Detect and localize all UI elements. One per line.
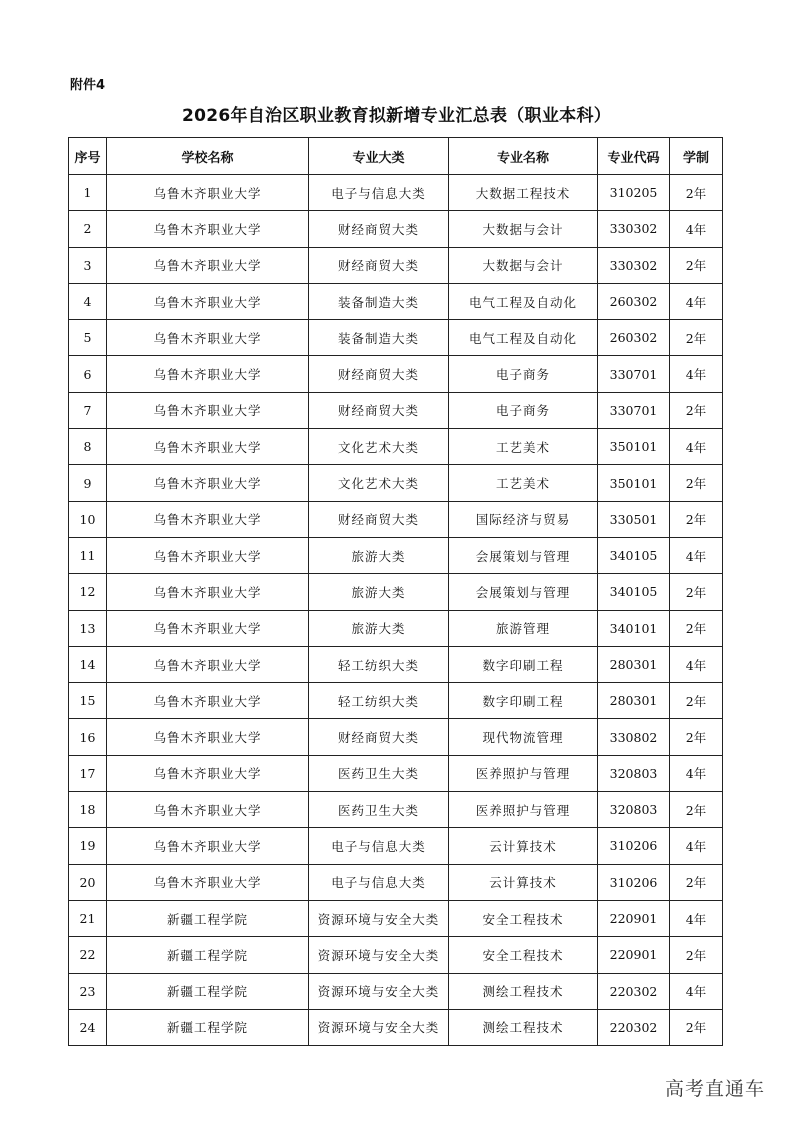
table-row	[69, 283, 723, 319]
cell-index: 8	[69, 429, 107, 465]
header-major-category: 专业大类	[309, 138, 449, 175]
cell-major-name: 测绘工程技术	[449, 973, 598, 1009]
cell-major-name: 现代物流管理	[449, 719, 598, 755]
cell-major-category: 财经商贸大类	[309, 719, 449, 755]
cell-major-code: 350101	[598, 429, 670, 465]
cell-index: 7	[69, 392, 107, 428]
cell-major-category: 资源环境与安全大类	[309, 973, 449, 1009]
cell-major-category: 财经商贸大类	[309, 501, 449, 537]
table-body	[69, 175, 723, 1046]
table-row	[69, 646, 723, 682]
cell-duration: 4年	[670, 283, 723, 319]
table-row	[69, 792, 723, 828]
cell-major-category: 旅游大类	[309, 610, 449, 646]
cell-school-name: 乌鲁木齐职业大学	[107, 247, 309, 283]
table-row	[69, 501, 723, 537]
cell-duration: 2年	[670, 937, 723, 973]
cell-major-code: 330302	[598, 211, 670, 247]
table-row	[69, 247, 723, 283]
table-row	[69, 683, 723, 719]
cell-duration: 2年	[670, 610, 723, 646]
cell-major-code: 220901	[598, 900, 670, 936]
document-title: 2026年自治区职业教育拟新增专业汇总表（职业本科）	[181, 106, 612, 126]
cell-major-code: 310206	[598, 828, 670, 864]
cell-index: 14	[69, 646, 107, 682]
cell-major-code: 350101	[598, 465, 670, 501]
table-row	[69, 864, 723, 900]
cell-major-code: 330302	[598, 247, 670, 283]
cell-major-name: 电子商务	[449, 356, 598, 392]
table-row	[69, 574, 723, 610]
table-row	[69, 537, 723, 573]
cell-school-name: 乌鲁木齐职业大学	[107, 610, 309, 646]
cell-duration: 2年	[670, 792, 723, 828]
cell-school-name: 乌鲁木齐职业大学	[107, 175, 309, 211]
cell-index: 23	[69, 973, 107, 1009]
cell-major-category: 旅游大类	[309, 537, 449, 573]
cell-school-name: 乌鲁木齐职业大学	[107, 683, 309, 719]
cell-school-name: 乌鲁木齐职业大学	[107, 465, 309, 501]
cell-major-code: 220302	[598, 1009, 670, 1045]
cell-major-category: 轻工纺织大类	[309, 646, 449, 682]
cell-index: 4	[69, 283, 107, 319]
header-duration: 学制	[670, 138, 723, 175]
cell-duration: 4年	[670, 211, 723, 247]
cell-major-code: 330501	[598, 501, 670, 537]
cell-duration: 4年	[670, 429, 723, 465]
cell-major-code: 340105	[598, 537, 670, 573]
table-row	[69, 211, 723, 247]
cell-major-name: 安全工程技术	[449, 900, 598, 936]
cell-index: 21	[69, 900, 107, 936]
cell-major-category: 资源环境与安全大类	[309, 1009, 449, 1045]
table-row	[69, 610, 723, 646]
cell-duration: 2年	[670, 392, 723, 428]
cell-major-name: 大数据与会计	[449, 211, 598, 247]
cell-major-code: 260302	[598, 283, 670, 319]
cell-major-name: 国际经济与贸易	[449, 501, 598, 537]
cell-major-category: 电子与信息大类	[309, 864, 449, 900]
cell-major-name: 电气工程及自动化	[449, 320, 598, 356]
cell-index: 18	[69, 792, 107, 828]
table-row	[69, 973, 723, 1009]
table-row	[69, 356, 723, 392]
cell-major-category: 电子与信息大类	[309, 828, 449, 864]
cell-major-name: 会展策划与管理	[449, 574, 598, 610]
cell-index: 20	[69, 864, 107, 900]
cell-index: 17	[69, 755, 107, 791]
cell-major-code: 220901	[598, 937, 670, 973]
table-row	[69, 719, 723, 755]
cell-duration: 2年	[670, 501, 723, 537]
cell-duration: 2年	[670, 247, 723, 283]
cell-major-name: 会展策划与管理	[449, 537, 598, 573]
cell-major-code: 260302	[598, 320, 670, 356]
cell-index: 5	[69, 320, 107, 356]
cell-school-name: 乌鲁木齐职业大学	[107, 574, 309, 610]
cell-major-name: 安全工程技术	[449, 937, 598, 973]
header-index: 序号	[69, 138, 107, 175]
cell-major-name: 测绘工程技术	[449, 1009, 598, 1045]
cell-school-name: 乌鲁木齐职业大学	[107, 646, 309, 682]
cell-major-category: 文化艺术大类	[309, 429, 449, 465]
cell-duration: 4年	[670, 537, 723, 573]
table-row	[69, 429, 723, 465]
cell-duration: 4年	[670, 356, 723, 392]
table-row	[69, 937, 723, 973]
cell-school-name: 乌鲁木齐职业大学	[107, 755, 309, 791]
cell-index: 3	[69, 247, 107, 283]
cell-major-code: 340101	[598, 610, 670, 646]
cell-major-code: 320803	[598, 792, 670, 828]
cell-duration: 2年	[670, 864, 723, 900]
cell-school-name: 乌鲁木齐职业大学	[107, 283, 309, 319]
watermark-text: 高考直通车	[664, 1078, 765, 1100]
cell-school-name: 新疆工程学院	[107, 973, 309, 1009]
cell-school-name: 乌鲁木齐职业大学	[107, 828, 309, 864]
table-row	[69, 828, 723, 864]
cell-major-category: 医药卫生大类	[309, 792, 449, 828]
table-row	[69, 755, 723, 791]
cell-major-name: 医养照护与管理	[449, 792, 598, 828]
cell-duration: 2年	[670, 719, 723, 755]
cell-major-category: 财经商贸大类	[309, 392, 449, 428]
cell-major-category: 文化艺术大类	[309, 465, 449, 501]
cell-major-name: 电气工程及自动化	[449, 283, 598, 319]
cell-school-name: 乌鲁木齐职业大学	[107, 429, 309, 465]
cell-school-name: 乌鲁木齐职业大学	[107, 792, 309, 828]
table-row	[69, 900, 723, 936]
header-school-name: 学校名称	[107, 138, 309, 175]
cell-index: 19	[69, 828, 107, 864]
cell-index: 15	[69, 683, 107, 719]
major-summary-table	[68, 137, 723, 1046]
cell-duration: 2年	[670, 175, 723, 211]
cell-duration: 4年	[670, 755, 723, 791]
cell-major-code: 330701	[598, 392, 670, 428]
cell-major-name: 数字印刷工程	[449, 646, 598, 682]
cell-duration: 2年	[670, 683, 723, 719]
cell-school-name: 新疆工程学院	[107, 1009, 309, 1045]
cell-index: 16	[69, 719, 107, 755]
cell-major-code: 280301	[598, 683, 670, 719]
cell-major-category: 资源环境与安全大类	[309, 937, 449, 973]
cell-major-code: 280301	[598, 646, 670, 682]
cell-major-code: 330802	[598, 719, 670, 755]
cell-major-name: 数字印刷工程	[449, 683, 598, 719]
cell-major-category: 装备制造大类	[309, 283, 449, 319]
cell-major-category: 旅游大类	[309, 574, 449, 610]
cell-major-name: 工艺美术	[449, 465, 598, 501]
cell-index: 10	[69, 501, 107, 537]
cell-index: 13	[69, 610, 107, 646]
cell-major-name: 医养照护与管理	[449, 755, 598, 791]
cell-major-category: 资源环境与安全大类	[309, 900, 449, 936]
cell-index: 22	[69, 937, 107, 973]
attachment-label: 附件4	[70, 78, 106, 93]
table-row	[69, 175, 723, 211]
cell-index: 11	[69, 537, 107, 573]
cell-major-code: 310205	[598, 175, 670, 211]
cell-duration: 2年	[670, 1009, 723, 1045]
cell-duration: 4年	[670, 900, 723, 936]
cell-school-name: 乌鲁木齐职业大学	[107, 537, 309, 573]
cell-major-category: 轻工纺织大类	[309, 683, 449, 719]
cell-major-category: 财经商贸大类	[309, 211, 449, 247]
cell-school-name: 乌鲁木齐职业大学	[107, 864, 309, 900]
header-major-name: 专业名称	[449, 138, 598, 175]
cell-major-name: 云计算技术	[449, 828, 598, 864]
cell-major-category: 电子与信息大类	[309, 175, 449, 211]
header-major-code: 专业代码	[598, 138, 670, 175]
cell-major-name: 旅游管理	[449, 610, 598, 646]
cell-major-code: 220302	[598, 973, 670, 1009]
cell-duration: 2年	[670, 320, 723, 356]
cell-major-name: 云计算技术	[449, 864, 598, 900]
cell-major-code: 340105	[598, 574, 670, 610]
cell-duration: 4年	[670, 646, 723, 682]
cell-duration: 4年	[670, 828, 723, 864]
cell-major-category: 装备制造大类	[309, 320, 449, 356]
cell-duration: 2年	[670, 574, 723, 610]
cell-major-category: 医药卫生大类	[309, 755, 449, 791]
cell-index: 1	[69, 175, 107, 211]
cell-school-name: 乌鲁木齐职业大学	[107, 719, 309, 755]
cell-major-name: 工艺美术	[449, 429, 598, 465]
cell-major-name: 电子商务	[449, 392, 598, 428]
cell-index: 6	[69, 356, 107, 392]
cell-school-name: 乌鲁木齐职业大学	[107, 320, 309, 356]
cell-duration: 4年	[670, 973, 723, 1009]
table-row	[69, 392, 723, 428]
table-row	[69, 320, 723, 356]
cell-index: 24	[69, 1009, 107, 1045]
cell-school-name: 新疆工程学院	[107, 937, 309, 973]
cell-major-category: 财经商贸大类	[309, 356, 449, 392]
cell-major-code: 320803	[598, 755, 670, 791]
cell-school-name: 乌鲁木齐职业大学	[107, 392, 309, 428]
cell-school-name: 乌鲁木齐职业大学	[107, 356, 309, 392]
cell-index: 12	[69, 574, 107, 610]
table-row	[69, 1009, 723, 1045]
cell-duration: 2年	[670, 465, 723, 501]
cell-index: 2	[69, 211, 107, 247]
table-header-row	[69, 138, 723, 175]
cell-school-name: 乌鲁木齐职业大学	[107, 501, 309, 537]
cell-major-category: 财经商贸大类	[309, 247, 449, 283]
cell-index: 9	[69, 465, 107, 501]
cell-major-code: 310206	[598, 864, 670, 900]
cell-school-name: 新疆工程学院	[107, 900, 309, 936]
cell-major-name: 大数据工程技术	[449, 175, 598, 211]
table-row	[69, 465, 723, 501]
cell-major-code: 330701	[598, 356, 670, 392]
cell-school-name: 乌鲁木齐职业大学	[107, 211, 309, 247]
cell-major-name: 大数据与会计	[449, 247, 598, 283]
